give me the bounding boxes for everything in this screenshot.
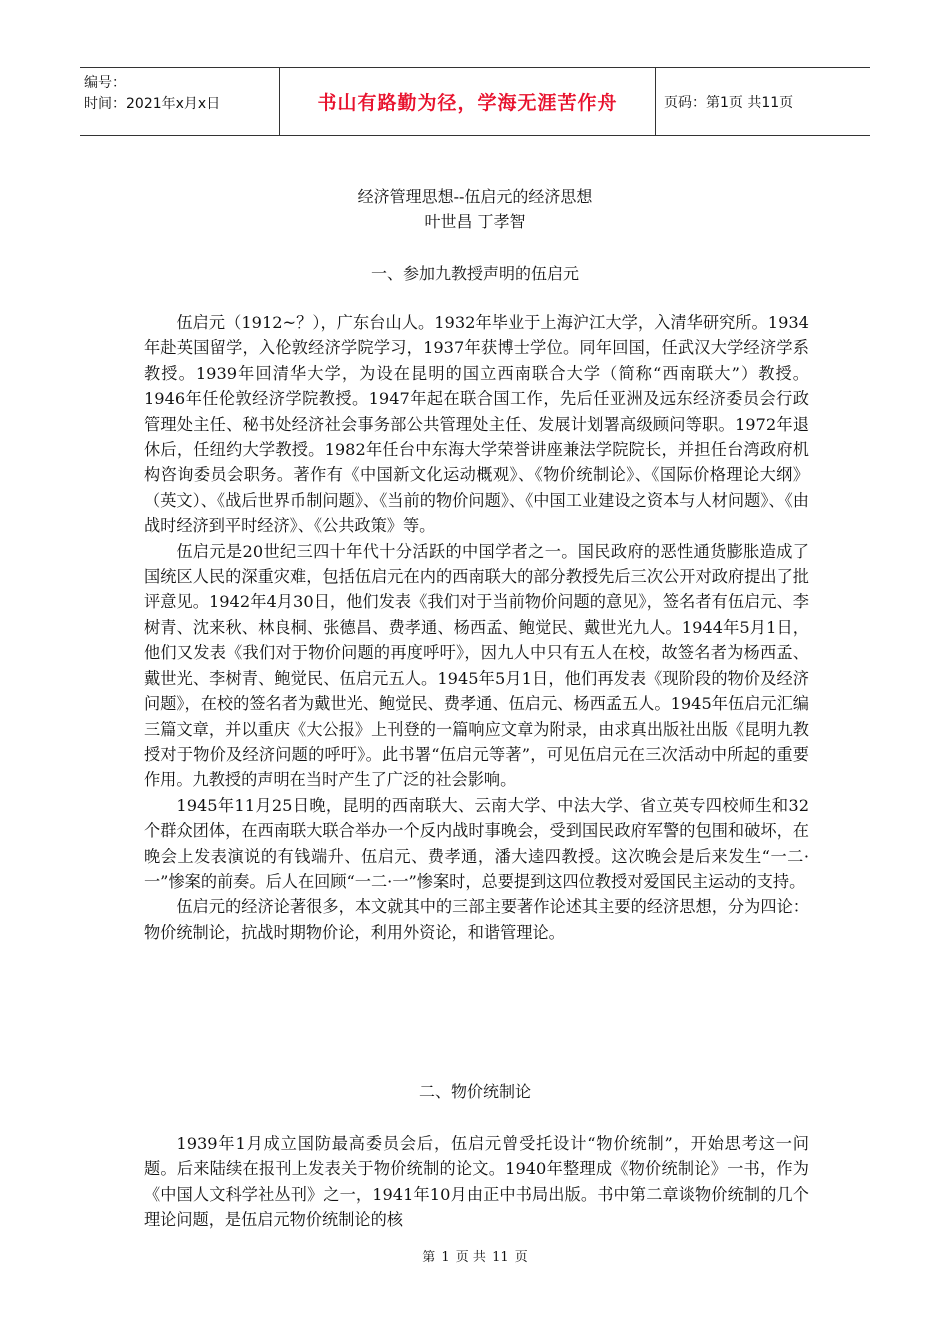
section1-body xyxy=(144,310,809,945)
paragraph: 伍启元是20世纪三四十年代十分活跃的中国学者之一。国民政府的恶性通货膨胀造成了国统区人民的深重灾难，包括伍启元在内的西南联大的部分教授先后三次公开对政府提出了批评意见。1942年4月30日，他们发表《我们对于当前物价问题的意见》，签名者有伍启元、李树青、沈来秋、林良桐、张德昌、费孝通、杨西孟、鲍觉民、戴世光九人。1944年5月1日，他们又发表《我们对于物价问题的再度呼吁》，因九人中只有五人在校，故签名者为杨西孟、戴世光、李树青、鲍觉民、伍启元五人。1945年5月1日，他们再发表《现阶段的物价及经济问题》，在校的签名者为戴世光、鲍觉民、费孝通、伍启元、杨西孟五人。1945年伍启元汇编三篇文章，并以重庆《大公报》上刊登的一篇响应文章为附录，由求真出版社出版《昆明九教授对于物价及经济问题的呼吁》。此书署“伍启元等著”，可见伍启元在三次活动中所起的重要作用。九教授的声明在当时产生了广泛的社会影响。 xyxy=(144,541,809,790)
section2-title: 二、物价统制论 xyxy=(418,1082,531,1101)
section1-title: 一、参加九教授声明的伍启元 xyxy=(370,264,579,283)
time-label: 时间：2021年x月x日 xyxy=(84,96,221,112)
page-header xyxy=(80,67,870,136)
footer-suffix: 页 xyxy=(514,1250,528,1265)
footer-page-number: 1 xyxy=(441,1250,450,1265)
document-title: 经济管理思想--伍启元的经济思想 xyxy=(357,187,593,206)
title-block xyxy=(80,184,870,234)
paragraph: 伍启元（1912~？），广东台山人。1932年毕业于上海沪江大学，入清华研究所。1934年赴英国留学，入伦敦经济学院学习，1937年获博士学位。同年回国，任武汉大学经济学系教授。1939年回清华大学，为设在昆明的国立西南联合大学（简称“西南联大”）教授。1946年任伦敦经济学院教授。1947年起在联合国工作，先后任亚洲及远东经济委员会行政管理处主任、秘书处经济社会事务部公共管理处主任、发展计划署高级顾问等职。1972年退休后，任纽约大学教授。1982年任台中东海大学荣誉讲座兼法学院院长，并担任台湾政府机构咨询委员会职务。著作有《中国新文化运动概观》、《物价统制论》、《国际价格理论大纲》（英文）、《战后世界币制问题》、《当前的物价问题》、《中国工业建设之资本与人材问题》、《由战时经济到平时经济》、《公共政策》等。 xyxy=(144,313,809,536)
document-authors: 叶世昌 丁孝智 xyxy=(424,212,526,231)
paragraph: 伍启元的经济论著很多，本文就其中的三部主要著作论述其主要的经济思想，分为四论：物价统制论，抗战时期物价论，利用外资论，和谐管理论。 xyxy=(144,897,809,942)
page-footer xyxy=(80,1246,870,1265)
section2-body xyxy=(144,1131,809,1233)
header-meta xyxy=(80,68,280,135)
footer-page-total: 11 xyxy=(492,1250,509,1265)
header-page-info: 页码：第1页 共11页 xyxy=(664,94,794,111)
paragraph: 1945年11月25日晚，昆明的西南联大、云南大学、中法大学、省立英专四校师生和32个群众团体，在西南联大联合举办一个反内战时事晚会，受到国民政府军警的包围和破坏，在晚会上发表演说的有钱端升、伍启元、费孝通，潘大逵四教授。这次晚会是后来发生“一二·一”惨案的前奏。后人在回顾“一二·一”惨案时，总要提到这四位教授对爱国民主运动的支持。 xyxy=(144,795,809,891)
footer-prefix: 第 xyxy=(422,1250,436,1265)
header-motto: 书山有路勤为径，学海无涯苦作舟 xyxy=(280,68,656,135)
footer-mid: 页 共 xyxy=(455,1250,486,1265)
number-label: 编号： xyxy=(84,75,126,91)
paragraph: 1939年1月成立国防最高委员会后，伍启元曾受托设计“物价统制”，开始思考这一问题。后来陆续在报刊上发表关于物价统制的论文。1940年整理成《物价统制论》一书，作为《中国人文科学社丛刊》之一，1941年10月由正中书局出版。书中第二章谈物价统制的几个理论问题，是伍启元物价统制论的核 xyxy=(144,1134,809,1230)
